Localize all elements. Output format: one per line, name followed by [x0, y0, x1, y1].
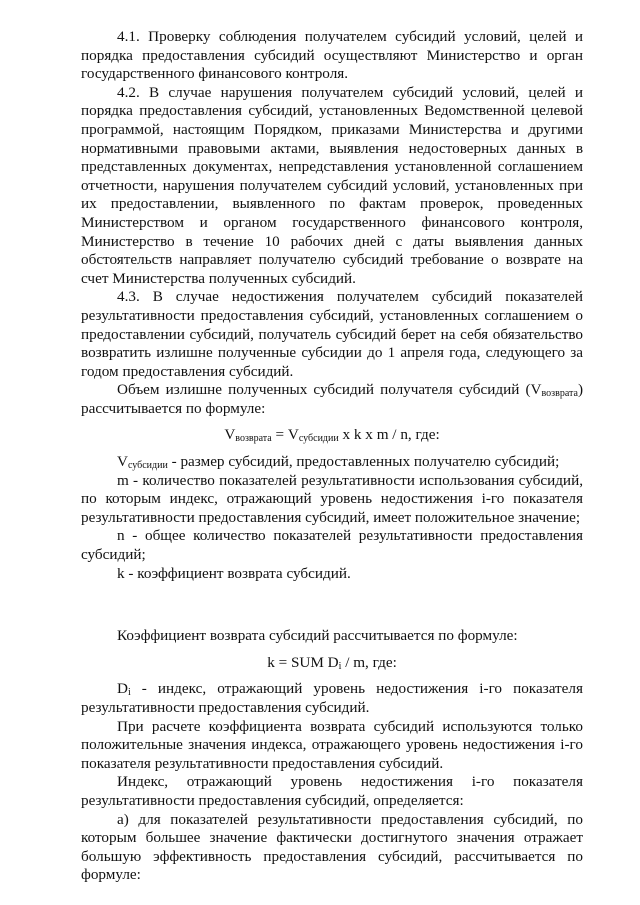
document-page — [81, 28, 583, 885]
definition-n: n - общее количество показателей результативности предоставления субсидий; — [81, 527, 583, 564]
formula-volume: $V_{возврата} = V_{субсидии}$ x k x m / n, где: — [224, 426, 440, 445]
paragraph-4-3: 4.3. В случае недостижения получателем субсидий показателей результативности предоставления субсидий, установленных соглашением о предоставлении субсидий, получатель субсидий берет на себя обязательство возвратить излишне полученные субсидии до 1 апреля года, следующего за годом предоставления субсидий. — [81, 288, 583, 380]
paragraph-volume — [81, 381, 583, 418]
definition-v-subsidy: $V_{субсидии}$ - размер субсидий, предоставленных получателю субсидий; — [117, 453, 560, 472]
volume-text-post: ) рассчитывается по формуле: — [81, 381, 583, 417]
volume-subscript: возврата — [541, 388, 578, 400]
paragraph-4-2: 4.2. В случае нарушения получателем субсидий условий, целей и порядка предоставления субсидий, установленных Ведомственной целевой программой, настоящим Порядком, приказами Министерства и другими нормативными правовыми актами, выявления недостоверных данных в представленных документах, непредставления установленной соглашением отчетности, нарушения получателем субсидий условий, установленных при их предоставлении, выявленного по фактам проверок, проведенных Министерством и органом государственного финансового контроля, Министерство в течение 10 рабочих дней с даты выявления данных обстоятельств направляет получателю субсидий требование о возврате на счет Министерства полученных субсидий. — [81, 83, 583, 287]
definition-d: $D_i$ - индекс, отражающий уровень недостижения i-го показателя результативности предоставления субсидий. — [81, 680, 583, 716]
formula-coefficient: k = SUM $D_i$ / m, где: — [267, 653, 397, 672]
paragraph-calculation: При расчете коэффициента возврата субсидий используются только положительные значения индекса, отражающего уровень недостижения i-го показателя результативности предоставления субсидий. — [81, 717, 583, 772]
coefficient-intro: Коэффициент возврата субсидий рассчитывается по формуле: — [117, 627, 518, 645]
definition-m: m - количество показателей результативности использования субсидий, по которым индекс, отражающий уровень недостижения i-го показателя результативности предоставления субсидий, имеет положительное значение; — [81, 471, 583, 526]
paragraph-item-a: а) для показателей результативности предоставления субсидий, по которым большее значение фактически достигнутого значения отражает большую эффективность предоставления субсидий, рассчитывается по формуле: — [81, 810, 583, 884]
volume-text-pre: Объем излишне полученных субсидий получателя субсидий (V — [117, 381, 542, 399]
definition-k: k - коэффициент возврата субсидий. — [117, 564, 351, 582]
paragraph-4-1: 4.1. Проверку соблюдения получателем субсидий условий, целей и порядка предоставления субсидий осуществляют Министерство и орган государственного финансового контроля. — [81, 28, 583, 83]
paragraph-index: Индекс, отражающий уровень недостижения i-го показателя результативности предоставления субсидий, определяется: — [81, 773, 583, 809]
